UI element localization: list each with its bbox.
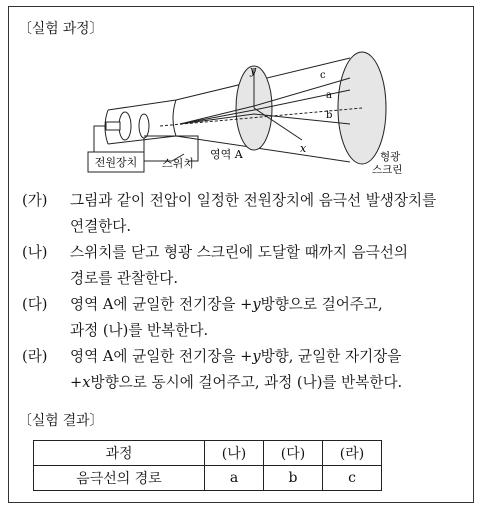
step-label: (라) (22, 348, 48, 365)
switch-label: 스위치 (162, 157, 194, 170)
step-label: (가) (22, 192, 48, 209)
step-da (22, 292, 468, 344)
results-table (33, 440, 382, 491)
step-text: 방향으로 걸어주고, (260, 296, 383, 313)
cathode-ray-diagram (20, 40, 466, 188)
step-text: 영역 A에 균일한 전기장을 + (70, 348, 253, 365)
var-x: x (82, 374, 91, 391)
screen-label-line2: 스크린 (372, 164, 403, 176)
table-cell: 음극선의 경로 (34, 466, 205, 491)
procedure-title: 〔실험 과정〕 (18, 21, 104, 37)
step-text: + (70, 374, 83, 391)
step-ga (22, 188, 468, 240)
step-text: 연결한다. (70, 218, 132, 235)
path-c-label: c (320, 70, 326, 81)
table-cell: a (205, 466, 264, 491)
table-cell: c (323, 466, 382, 491)
results-title: 〔실험 결과〕 (18, 413, 104, 429)
table-header-row (34, 441, 382, 466)
step-label: (다) (22, 296, 48, 313)
step-text: 경로를 관찰한다. (70, 270, 178, 287)
table-row (34, 466, 382, 491)
step-text: 스위치를 닫고 형광 스크린에 도달할 때까지 음극선의 (70, 244, 408, 261)
step-na (22, 240, 468, 292)
step-ra (22, 344, 468, 396)
var-y: y (252, 348, 261, 365)
step-label: (나) (22, 244, 48, 261)
screen-label-line1: 형광 (380, 151, 401, 163)
step-text: 방향으로 동시에 걸어주고, 과정 (나)를 반복한다. (90, 374, 403, 391)
table-cell: 과정 (34, 441, 205, 466)
path-b-label: b (326, 110, 333, 121)
step-text: 과정 (나)를 반복한다. (70, 322, 209, 339)
electron-gun (100, 112, 149, 140)
power-supply-label: 전원장치 (94, 156, 138, 169)
tube-upper-edge (108, 58, 350, 110)
table-cell: (라) (323, 441, 382, 466)
x-axis-label: x (300, 142, 307, 155)
table-cell: b (264, 466, 323, 491)
step-text: 방향, 균일한 자기장을 (260, 348, 402, 365)
region-a-label: 영역 A (210, 148, 243, 161)
procedure-steps (22, 188, 468, 396)
var-y: y (252, 296, 261, 313)
table-cell: (나) (205, 441, 264, 466)
y-axis-label: y (250, 64, 257, 77)
path-a-label: a (326, 90, 332, 101)
step-text: 그림과 같이 전압이 일정한 전원장치에 음극선 발생장치를 (70, 192, 437, 209)
step-text: 영역 A에 균일한 전기장을 + (70, 296, 253, 313)
table-cell: (다) (264, 441, 323, 466)
